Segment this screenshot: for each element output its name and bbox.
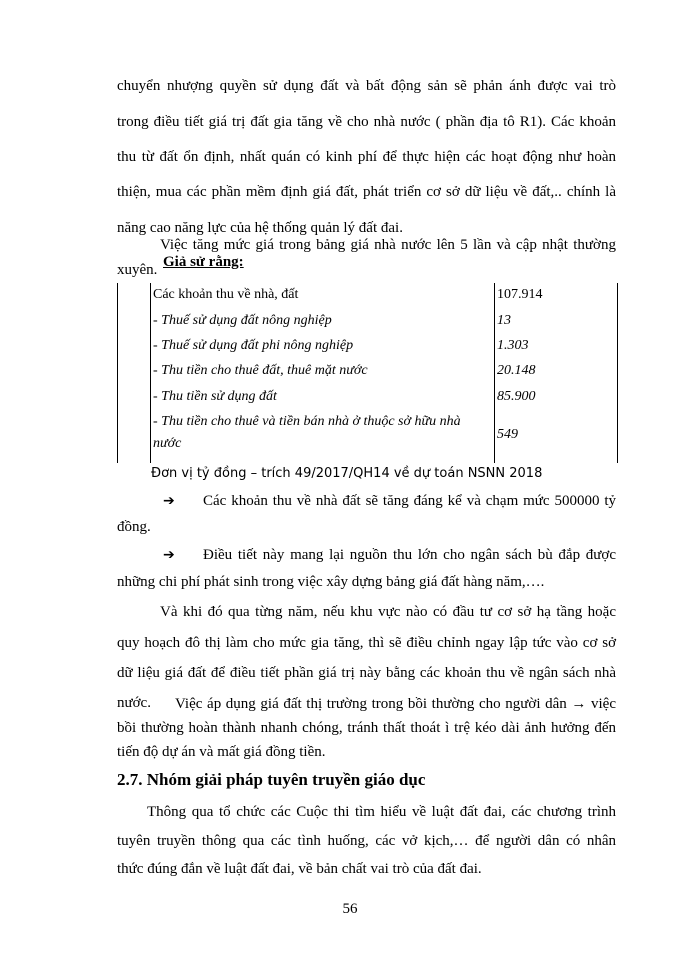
table-border-left xyxy=(117,283,118,463)
row-value: 13 xyxy=(497,313,511,328)
paragraph-line: thu từ đất ổn định, nhất quán có kinh phí để thực hiện các hoạt động như hoàn xyxy=(117,149,616,165)
row-label: - Thuế sử dụng đất phi nông nghiệp xyxy=(153,338,354,353)
paragraph-line: quy hoạch đô thị làm cho mức gia tăng, thì sẽ điều chỉnh ngay lập tức vào cơ sở xyxy=(117,635,616,651)
table-border-right xyxy=(617,283,618,463)
table-column-divider xyxy=(494,283,495,463)
bullet-line: những chi phí phát sinh trong việc xây dựng bảng giá đất hàng năm,…. xyxy=(117,574,545,590)
row-value: 1.303 xyxy=(497,338,529,353)
section-heading: 2.7. Nhóm giải pháp tuyên truyền giáo dục xyxy=(117,770,426,789)
row-value: 549 xyxy=(497,427,518,442)
assumption-heading: Giả sử rằng: xyxy=(163,254,244,270)
revenue-table xyxy=(117,283,620,463)
paragraph-line: nước. xyxy=(117,695,151,711)
row-label: - Thu tiền sử dụng đất xyxy=(153,389,277,404)
bullet-line: đồng. xyxy=(117,519,151,535)
paragraph-line: Việc áp dụng giá đất thị trường trong bồi thường cho người dân → việc xyxy=(175,696,616,712)
row-value: 85.900 xyxy=(497,389,536,404)
paragraph-line: Và khi đó qua từng năm, nếu khu vực nào có đầu tư cơ sở hạ tầng hoặc xyxy=(160,604,616,620)
row-label: - Thu tiền cho thuê và tiền bán nhà ở thuộc sở hữu nhà xyxy=(153,414,461,429)
paragraph-line: tuyên truyền thông qua các tình huống, các vở kịch,… để người dân có nhân xyxy=(117,833,616,849)
paragraph-line: năng cao năng lực của hệ thống quản lý đất đai. xyxy=(117,220,403,236)
paragraph-line: chuyển nhượng quyền sử dụng đất và bất động sản sẽ phản ánh được vai trò xyxy=(117,78,616,94)
page-number: 56 xyxy=(342,901,358,917)
paragraph-line: bồi thường hoàn thành nhanh chóng, tránh thất thoát ì trệ kéo dài ảnh hưởng đến xyxy=(117,720,616,736)
bullet-text: Các khoản thu về nhà đất sẽ tăng đáng kể và chạm mức 500000 tỷ xyxy=(203,493,616,509)
row-label: - Thuế sử dụng đất nông nghiệp xyxy=(153,313,332,328)
arrow-icon: ➔ xyxy=(163,493,175,509)
row-label: Các khoản thu về nhà, đất xyxy=(153,287,299,302)
row-label-continued: nước xyxy=(153,436,182,451)
paragraph-line: thức đúng đắn về luật đất đai, về bản chất vai trò của đất đai. xyxy=(117,861,482,877)
paragraph-line: tiến độ dự án và mất giá đồng tiền. xyxy=(117,744,326,760)
table-source-note: Đơn vị tỷ đồng – trích 49/2017/QH14 về dự toán NSNN 2018 xyxy=(151,466,543,481)
paragraph-line: Thông qua tổ chức các Cuộc thi tìm hiểu về luật đất đai, các chương trình xyxy=(147,804,616,820)
paragraph-line: thiện, mua các phần mềm định giá đất, phát triển cơ sở dữ liệu về đất,.. chính là xyxy=(117,184,616,200)
bullet-line xyxy=(163,492,616,510)
row-value: 107.914 xyxy=(497,287,543,302)
paragraph-line: Việc tăng mức giá trong bảng giá nhà nước lên 5 lần và cập nhật thường xyxy=(160,237,616,253)
table-border-inner-left xyxy=(150,283,151,463)
arrow-icon: ➔ xyxy=(163,547,175,563)
row-value: 20.148 xyxy=(497,363,536,378)
paragraph-line: dữ liệu giá đất để điều tiết phần giá trị này bằng các khoản thu về ngân sách nhà xyxy=(117,665,616,681)
bullet-text: Điều tiết này mang lại nguồn thu lớn cho ngân sách bù đắp được xyxy=(203,547,616,563)
bullet-line xyxy=(163,546,616,564)
paragraph-line: trong điều tiết giá trị đất gia tăng về cho nhà nước ( phần địa tô R1). Các khoản xyxy=(117,114,616,130)
paragraph-line: xuyên. xyxy=(117,262,158,278)
row-label: - Thu tiền cho thuê đất, thuê mặt nước xyxy=(153,363,368,378)
